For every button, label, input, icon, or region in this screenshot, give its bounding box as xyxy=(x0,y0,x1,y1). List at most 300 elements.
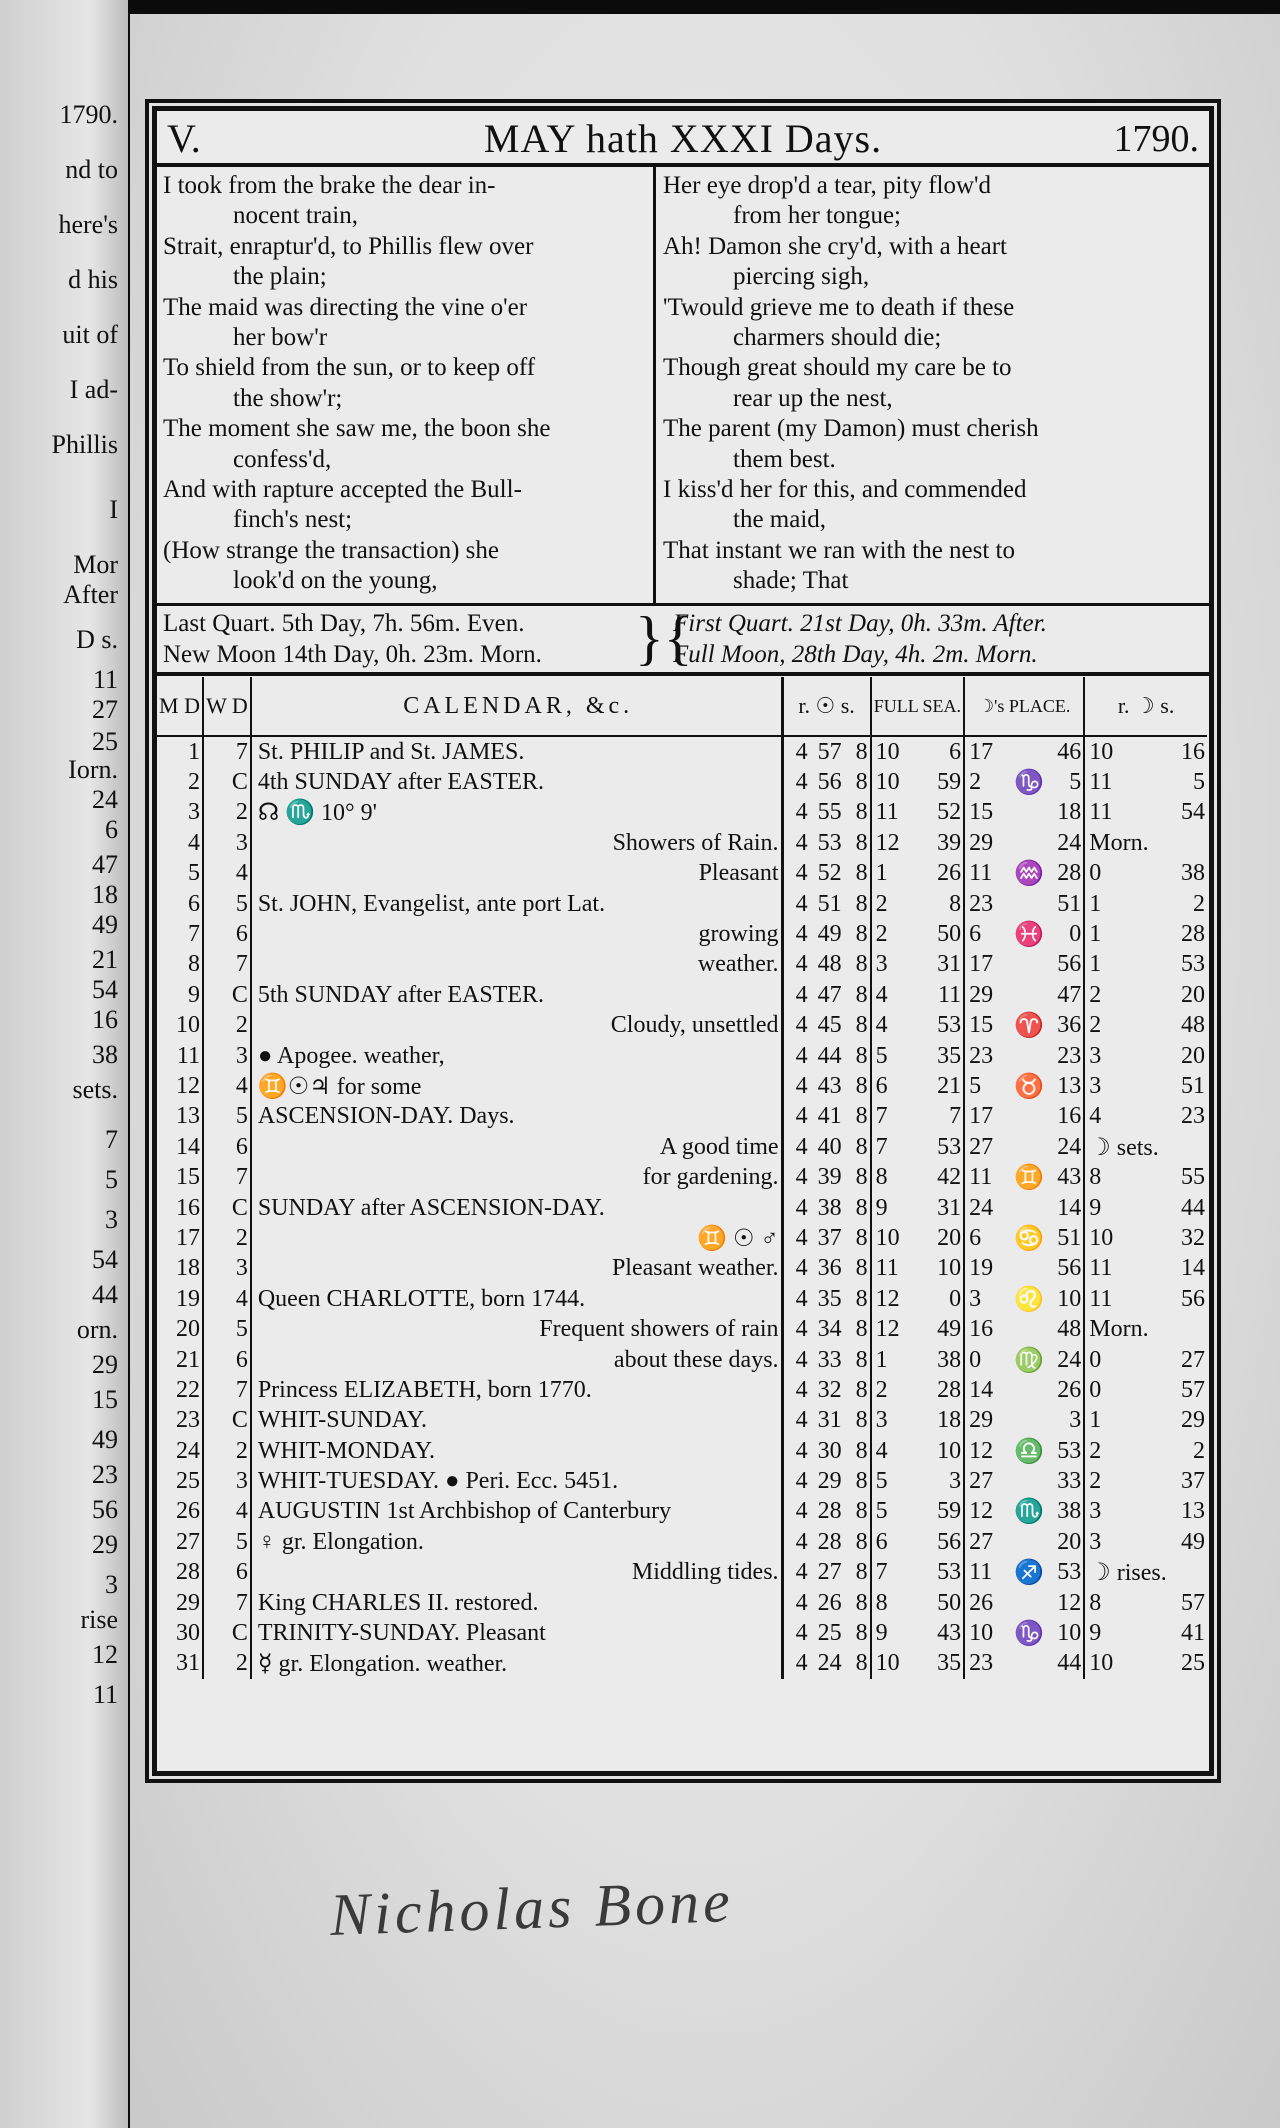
moon-place-degree: 11 xyxy=(969,860,993,887)
zodiac-sign: ♈ xyxy=(1014,1013,1045,1040)
poem-line: piercing sigh, xyxy=(733,263,870,291)
facing-page-text: 12 xyxy=(92,1640,118,1669)
moon-place-minute: 56 xyxy=(1047,1254,1084,1284)
zodiac-sign xyxy=(1011,1649,1047,1679)
calendar-row xyxy=(157,1588,1207,1618)
event xyxy=(251,980,782,1010)
col-month-day: M D xyxy=(157,677,203,736)
day-number: 26 xyxy=(157,1497,203,1527)
sunset-hour: 8 xyxy=(844,1436,871,1466)
facing-page-text: 25 xyxy=(92,727,118,756)
moon-phase-line: Full Moon, 28th Day, 4h. 2m. Morn. xyxy=(673,641,1038,668)
full-sea-minute: 31 xyxy=(911,950,964,980)
sunrise-minute: 33 xyxy=(817,1346,842,1373)
moon-rise-set-minute: 53 xyxy=(1181,951,1205,978)
event-text: ☿ gr. Elongation. weather. xyxy=(257,1651,508,1678)
full-sea-minute: 3 xyxy=(911,1466,964,1496)
moon-rise-set-minute xyxy=(1169,1132,1207,1162)
moon-rise-set-minute: 37 xyxy=(1181,1468,1205,1495)
day-number: 8 xyxy=(157,950,203,980)
full-sea-minute: 59 xyxy=(911,1497,964,1527)
moon-rise-set-hour: 0 xyxy=(1089,860,1102,887)
full-sea-hour: 9 xyxy=(875,1620,888,1647)
day-number: 14 xyxy=(157,1132,203,1162)
moon-place-degree: 5 xyxy=(969,1072,982,1099)
sunrise-hour: 4 xyxy=(795,1285,808,1312)
facing-page-text: 21 xyxy=(92,945,118,974)
moon-rise-set-hour: 11 xyxy=(1089,799,1113,826)
poem-line: the plain; xyxy=(233,263,327,291)
facing-page-text: nd to xyxy=(65,155,118,184)
moon-place-minute: 56 xyxy=(1047,950,1084,980)
sunrise-minute: 37 xyxy=(817,1224,842,1251)
weekday: 4 xyxy=(203,1071,251,1101)
moon-place-minute: 16 xyxy=(1047,1102,1084,1132)
sunrise-minute: 45 xyxy=(817,1012,842,1039)
moon-phase-line: Last Quart. 5th Day, 7h. 56m. Even. xyxy=(163,610,525,637)
moon-rise-set-hour: ☽ sets. xyxy=(1089,1134,1159,1161)
moon-phase-line: New Moon 14th Day, 0h. 23m. Morn. xyxy=(163,641,542,668)
full-sea-minute: 31 xyxy=(911,1193,964,1223)
full-sea-hour: 8 xyxy=(875,1589,888,1616)
moon-rise-set-minute: 16 xyxy=(1181,738,1205,765)
sunset-hour: 8 xyxy=(844,1314,871,1344)
moon-rise-set-minute xyxy=(1169,1314,1207,1344)
sunset-hour: 8 xyxy=(844,736,871,767)
facing-page-text: uit of xyxy=(62,320,118,349)
zodiac-sign: ♋ xyxy=(1014,1225,1045,1252)
sunrise-hour: 4 xyxy=(795,1164,808,1191)
facing-page-text: D s. xyxy=(76,625,118,654)
year: 1790. xyxy=(1113,118,1199,160)
full-sea-minute: 10 xyxy=(911,1254,964,1284)
facing-page-text: Phillis xyxy=(51,430,118,459)
moon-place-degree: 27 xyxy=(969,1468,994,1495)
moon-place-minute: 53 xyxy=(1047,1558,1084,1588)
moon-rise-set-hour: 3 xyxy=(1089,1498,1102,1525)
moon-place-minute: 44 xyxy=(1047,1649,1084,1679)
moon-rise-set-hour: 2 xyxy=(1089,981,1102,1008)
moon-rise-set-hour: 3 xyxy=(1089,1072,1102,1099)
event xyxy=(251,1436,782,1466)
sunrise-hour: 4 xyxy=(795,1042,808,1069)
facing-page-text: 24 xyxy=(92,785,118,814)
day-number: 22 xyxy=(157,1375,203,1405)
moon-rise-set-minute: 57 xyxy=(1181,1376,1205,1403)
moon-rise-set-hour: 11 xyxy=(1089,1255,1113,1282)
full-sea-hour: 11 xyxy=(875,799,899,826)
facing-page-text: 56 xyxy=(92,1495,118,1524)
full-sea-hour: 1 xyxy=(875,860,888,887)
poem-line: Ah! Damon she cry'd, with a heart xyxy=(663,232,1007,260)
weekday: 7 xyxy=(203,950,251,980)
facing-page-text: 7 xyxy=(105,1125,118,1154)
sunset-hour: 8 xyxy=(844,950,871,980)
full-sea-hour: 12 xyxy=(875,829,900,856)
zodiac-sign: ♒ xyxy=(1014,861,1045,888)
moon-rise-set-minute xyxy=(1169,1558,1207,1588)
weekday: 7 xyxy=(203,736,251,767)
poem-line: charmers should die; xyxy=(733,324,942,352)
poem-right-column xyxy=(663,171,1201,597)
poem-line: nocent train, xyxy=(233,202,358,230)
zodiac-sign xyxy=(1011,889,1047,919)
moon-rise-set-minute: 29 xyxy=(1181,1407,1205,1434)
day-number: 12 xyxy=(157,1071,203,1101)
moon-place-degree: 3 xyxy=(969,1285,982,1312)
moon-rise-set-minute: 13 xyxy=(1181,1498,1205,1525)
day-number: 18 xyxy=(157,1254,203,1284)
moon-rise-set-minute: 41 xyxy=(1181,1620,1205,1647)
full-sea-minute: 39 xyxy=(911,828,964,858)
moon-rise-set-minute: 28 xyxy=(1181,921,1205,948)
sunset-hour: 8 xyxy=(844,1193,871,1223)
sunset-hour: 8 xyxy=(844,1406,871,1436)
moon-place-degree: 24 xyxy=(969,1194,994,1221)
moon-place-degree: 6 xyxy=(969,921,982,948)
moon-rise-set-hour: 10 xyxy=(1089,738,1114,765)
day-number: 4 xyxy=(157,828,203,858)
zodiac-sign xyxy=(1011,950,1047,980)
facing-page-text: 47 xyxy=(92,850,118,879)
zodiac-sign xyxy=(1011,1254,1047,1284)
sunrise-minute: 34 xyxy=(817,1316,842,1343)
col-full-sea: FULL SEA. xyxy=(871,677,964,736)
moon-rise-set-hour: 2 xyxy=(1089,1012,1102,1039)
weekday: 5 xyxy=(203,1102,251,1132)
sunrise-minute: 40 xyxy=(817,1133,842,1160)
moon-phases-right xyxy=(673,608,1207,670)
moon-rise-set-hour: 9 xyxy=(1089,1620,1102,1647)
sunrise-minute: 55 xyxy=(817,799,842,826)
event xyxy=(251,1406,782,1436)
sunrise-minute: 38 xyxy=(817,1194,842,1221)
sunrise-minute: 51 xyxy=(817,890,842,917)
sunrise-minute: 56 xyxy=(817,769,842,796)
day-number: 28 xyxy=(157,1558,203,1588)
moon-rise-set-hour: 2 xyxy=(1089,1468,1102,1495)
full-sea-minute: 50 xyxy=(911,1588,964,1618)
event xyxy=(251,1102,782,1132)
calendar-row xyxy=(157,798,1207,828)
event xyxy=(251,1254,782,1284)
facing-page-edge xyxy=(0,0,128,2128)
moon-rise-set-minute: 48 xyxy=(1181,1012,1205,1039)
event-text: Pleasant xyxy=(698,860,779,887)
moon-place-minute: 10 xyxy=(1047,1284,1084,1314)
poem-line: Strait, enraptur'd, to Phillis flew over xyxy=(163,232,534,260)
moon-rise-set-minute: 20 xyxy=(1181,1042,1205,1069)
day-number: 30 xyxy=(157,1618,203,1648)
moon-rise-set-hour: Morn. xyxy=(1089,829,1149,856)
full-sea-hour: 2 xyxy=(875,921,888,948)
full-sea-minute: 56 xyxy=(911,1527,964,1557)
moon-place-degree: 23 xyxy=(969,1650,994,1677)
event xyxy=(251,1071,782,1101)
full-sea-hour: 10 xyxy=(875,1650,900,1677)
moon-place-minute: 23 xyxy=(1047,1041,1084,1071)
weekday: 2 xyxy=(203,1649,251,1679)
calendar-row xyxy=(157,1375,1207,1405)
poem-line: The moment she saw me, the boon she xyxy=(163,415,551,443)
moon-rise-set-hour: 0 xyxy=(1089,1376,1102,1403)
moon-place-minute: 10 xyxy=(1047,1618,1084,1648)
facing-page-text: 16 xyxy=(92,1005,118,1034)
event xyxy=(251,1618,782,1648)
event xyxy=(251,889,782,919)
calendar-row xyxy=(157,1254,1207,1284)
facing-page-text: orn. xyxy=(76,1315,118,1344)
facing-page-text: d his xyxy=(68,265,118,294)
sunrise-minute: 48 xyxy=(817,951,842,978)
zodiac-sign xyxy=(1011,1193,1047,1223)
facing-page-text: 18 xyxy=(92,880,118,909)
moon-rise-set-minute: 44 xyxy=(1181,1194,1205,1221)
moon-place-degree: 16 xyxy=(969,1316,994,1343)
sunset-hour: 8 xyxy=(844,828,871,858)
full-sea-minute: 0 xyxy=(911,1284,964,1314)
moon-place-minute: 51 xyxy=(1047,889,1084,919)
event-text: growing xyxy=(698,921,779,948)
event xyxy=(251,859,782,889)
poem-line: them best. xyxy=(733,445,836,473)
moon-place-degree: 29 xyxy=(969,981,994,1008)
sunrise-hour: 4 xyxy=(795,1620,808,1647)
weekday: 2 xyxy=(203,798,251,828)
full-sea-minute: 42 xyxy=(911,1162,964,1192)
full-sea-minute: 49 xyxy=(911,1314,964,1344)
sunset-hour: 8 xyxy=(844,767,871,797)
sunrise-hour: 4 xyxy=(795,890,808,917)
zodiac-sign xyxy=(1011,1132,1047,1162)
facing-page-text: 38 xyxy=(92,1040,118,1069)
moon-place-minute: 0 xyxy=(1047,919,1084,949)
day-number: 5 xyxy=(157,859,203,889)
sunrise-minute: 29 xyxy=(817,1468,842,1495)
full-sea-hour: 11 xyxy=(875,1255,899,1282)
poem-line: her bow'r xyxy=(233,324,328,352)
calendar-row xyxy=(157,859,1207,889)
event-text: AUGUSTIN 1st Archbishop of Canterbury xyxy=(257,1498,672,1525)
facing-page-text: 44 xyxy=(92,1280,118,1309)
moon-place-minute: 20 xyxy=(1047,1527,1084,1557)
moon-place-degree: 6 xyxy=(969,1224,982,1251)
event-text: Showers of Rain. xyxy=(612,829,779,856)
moon-place-minute: 13 xyxy=(1047,1071,1084,1101)
sunrise-minute: 57 xyxy=(817,738,842,765)
facing-page-text: 49 xyxy=(92,910,118,939)
calendar-row xyxy=(157,1102,1207,1132)
weekday: 7 xyxy=(203,1588,251,1618)
page-header xyxy=(157,111,1209,167)
moon-rise-set-minute: 51 xyxy=(1181,1072,1205,1099)
full-sea-minute: 52 xyxy=(911,798,964,828)
event-text: Princess ELIZABETH, born 1770. xyxy=(257,1376,592,1403)
event-text: ☊ ♏ 10° 9' xyxy=(257,800,377,827)
event-text: Frequent showers of rain xyxy=(539,1316,779,1343)
col-week-day: W D xyxy=(203,677,251,736)
sunrise-hour: 4 xyxy=(795,981,808,1008)
sunrise-hour: 4 xyxy=(795,738,808,765)
sunrise-hour: 4 xyxy=(795,1316,808,1343)
sunrise-minute: 26 xyxy=(817,1589,842,1616)
moon-place-minute: 24 xyxy=(1047,1345,1084,1375)
full-sea-minute: 11 xyxy=(911,980,964,1010)
page-title: MAY hath XXXI Days. xyxy=(483,116,883,161)
sunrise-minute: 28 xyxy=(817,1528,842,1555)
moon-rise-set-hour: Morn. xyxy=(1089,1316,1149,1343)
event-text: TRINITY-SUNDAY. Pleasant xyxy=(257,1620,546,1647)
sunset-hour: 8 xyxy=(844,889,871,919)
moon-place-minute: 38 xyxy=(1047,1497,1084,1527)
sunrise-hour: 4 xyxy=(795,1468,808,1495)
facing-page-text: 54 xyxy=(92,975,118,1004)
event xyxy=(251,828,782,858)
moon-place-minute: 3 xyxy=(1047,1406,1084,1436)
full-sea-minute: 35 xyxy=(911,1041,964,1071)
sunrise-minute: 35 xyxy=(817,1285,842,1312)
sunrise-hour: 4 xyxy=(795,1103,808,1130)
weekday: C xyxy=(203,980,251,1010)
poem-line: I took from the brake the dear in- xyxy=(163,172,496,199)
day-number: 31 xyxy=(157,1649,203,1679)
moon-place-degree: 0 xyxy=(969,1346,982,1373)
moon-place-degree: 23 xyxy=(969,890,994,917)
event-text: WHIT-TUESDAY. ● Peri. Ecc. 5451. xyxy=(257,1468,619,1495)
handwritten-signature: Nicholas Bone xyxy=(328,1867,735,1949)
poem-line: the show'r; xyxy=(233,384,343,412)
moon-rise-set-hour: 8 xyxy=(1089,1164,1102,1191)
day-number: 17 xyxy=(157,1223,203,1253)
zodiac-sign xyxy=(1011,1527,1047,1557)
zodiac-sign xyxy=(1011,1588,1047,1618)
day-number: 11 xyxy=(157,1041,203,1071)
moon-place-minute: 5 xyxy=(1047,767,1084,797)
full-sea-hour: 10 xyxy=(875,738,900,765)
moon-place-degree: 14 xyxy=(969,1376,994,1403)
facing-page-text: 3 xyxy=(105,1205,118,1234)
event-text: about these days. xyxy=(613,1346,779,1373)
zodiac-sign xyxy=(1011,828,1047,858)
day-number: 9 xyxy=(157,980,203,1010)
moon-place-degree: 15 xyxy=(969,1012,994,1039)
sunrise-minute: 30 xyxy=(817,1437,842,1464)
zodiac-sign: ♐ xyxy=(1014,1560,1045,1587)
moon-place-degree: 26 xyxy=(969,1589,994,1616)
moon-place-minute: 24 xyxy=(1047,828,1084,858)
full-sea-hour: 3 xyxy=(875,1407,888,1434)
full-sea-minute: 53 xyxy=(911,1011,964,1041)
sunset-hour: 8 xyxy=(844,1254,871,1284)
calendar-row xyxy=(157,1618,1207,1648)
sunrise-hour: 4 xyxy=(795,1346,808,1373)
moon-place-minute: 12 xyxy=(1047,1588,1084,1618)
facing-page-text: 49 xyxy=(92,1425,118,1454)
zodiac-sign: ♏ xyxy=(1014,1499,1045,1526)
poem-section xyxy=(157,167,1209,606)
moon-place-degree: 29 xyxy=(969,1407,994,1434)
sunrise-hour: 4 xyxy=(795,769,808,796)
facing-page-text: 3 xyxy=(105,1570,118,1599)
event xyxy=(251,1041,782,1071)
poem-line: shade; That xyxy=(733,567,849,595)
moon-place-minute: 46 xyxy=(1047,736,1084,767)
weekday: 4 xyxy=(203,859,251,889)
calendar-row xyxy=(157,767,1207,797)
event-text: ♀ gr. Elongation. xyxy=(257,1528,424,1555)
zodiac-sign xyxy=(1011,1102,1047,1132)
calendar-row xyxy=(157,1284,1207,1314)
moon-rise-set-minute: 27 xyxy=(1181,1346,1205,1373)
sunrise-hour: 4 xyxy=(795,1437,808,1464)
sunrise-hour: 4 xyxy=(795,1224,808,1251)
sunrise-hour: 4 xyxy=(795,1012,808,1039)
moon-rise-set-hour: 9 xyxy=(1089,1194,1102,1221)
moon-rise-set-minute: 56 xyxy=(1181,1285,1205,1312)
zodiac-sign: ♎ xyxy=(1014,1438,1045,1465)
full-sea-hour: 12 xyxy=(875,1316,900,1343)
calendar-table xyxy=(157,677,1207,1679)
full-sea-hour: 6 xyxy=(875,1528,888,1555)
sunrise-hour: 4 xyxy=(795,1194,808,1221)
full-sea-hour: 7 xyxy=(875,1133,888,1160)
day-number: 19 xyxy=(157,1284,203,1314)
event-text: King CHARLES II. restored. xyxy=(257,1589,539,1616)
poem-line: The parent (my Damon) must cherish xyxy=(663,415,1039,443)
sunrise-hour: 4 xyxy=(795,860,808,887)
full-sea-minute: 10 xyxy=(911,1436,964,1466)
facing-page-text: 29 xyxy=(92,1350,118,1379)
moon-rise-set-minute: 32 xyxy=(1181,1224,1205,1251)
full-sea-minute: 43 xyxy=(911,1618,964,1648)
sunset-hour: 8 xyxy=(844,798,871,828)
col-calendar: CALENDAR, &c. xyxy=(251,677,782,736)
poem-left-column xyxy=(163,171,649,597)
event xyxy=(251,736,782,767)
sunrise-minute: 28 xyxy=(817,1498,842,1525)
event-text: Cloudy, unsettled xyxy=(610,1012,779,1039)
event-text: 5th SUNDAY after EASTER. xyxy=(257,981,545,1008)
calendar-row xyxy=(157,828,1207,858)
event-text: WHIT-SUNDAY. xyxy=(257,1407,427,1434)
moon-rise-set-minute: 20 xyxy=(1181,981,1205,1008)
sunrise-hour: 4 xyxy=(795,1589,808,1616)
moon-rise-set-hour: 11 xyxy=(1089,1285,1113,1312)
calendar-row xyxy=(157,1345,1207,1375)
sunrise-hour: 4 xyxy=(795,1559,808,1586)
moon-place-minute: 43 xyxy=(1047,1162,1084,1192)
day-number: 3 xyxy=(157,798,203,828)
full-sea-hour: 1 xyxy=(875,1346,888,1373)
full-sea-hour: 10 xyxy=(875,769,900,796)
facing-page-text: rise xyxy=(80,1605,118,1634)
zodiac-sign: ♑ xyxy=(1014,1621,1045,1648)
event xyxy=(251,1162,782,1192)
event-text: WHIT-MONDAY. xyxy=(257,1437,435,1464)
event-text: weather. xyxy=(697,951,779,978)
sunrise-minute: 24 xyxy=(817,1650,842,1677)
poem-line: look'd on the young, xyxy=(233,567,438,595)
event xyxy=(251,1588,782,1618)
zodiac-sign xyxy=(1011,980,1047,1010)
weekday: 3 xyxy=(203,1041,251,1071)
day-number: 27 xyxy=(157,1527,203,1557)
sunrise-minute: 49 xyxy=(817,921,842,948)
weekday: 2 xyxy=(203,1223,251,1253)
zodiac-sign xyxy=(1011,798,1047,828)
moon-phases-left xyxy=(163,608,633,670)
day-number: 10 xyxy=(157,1011,203,1041)
